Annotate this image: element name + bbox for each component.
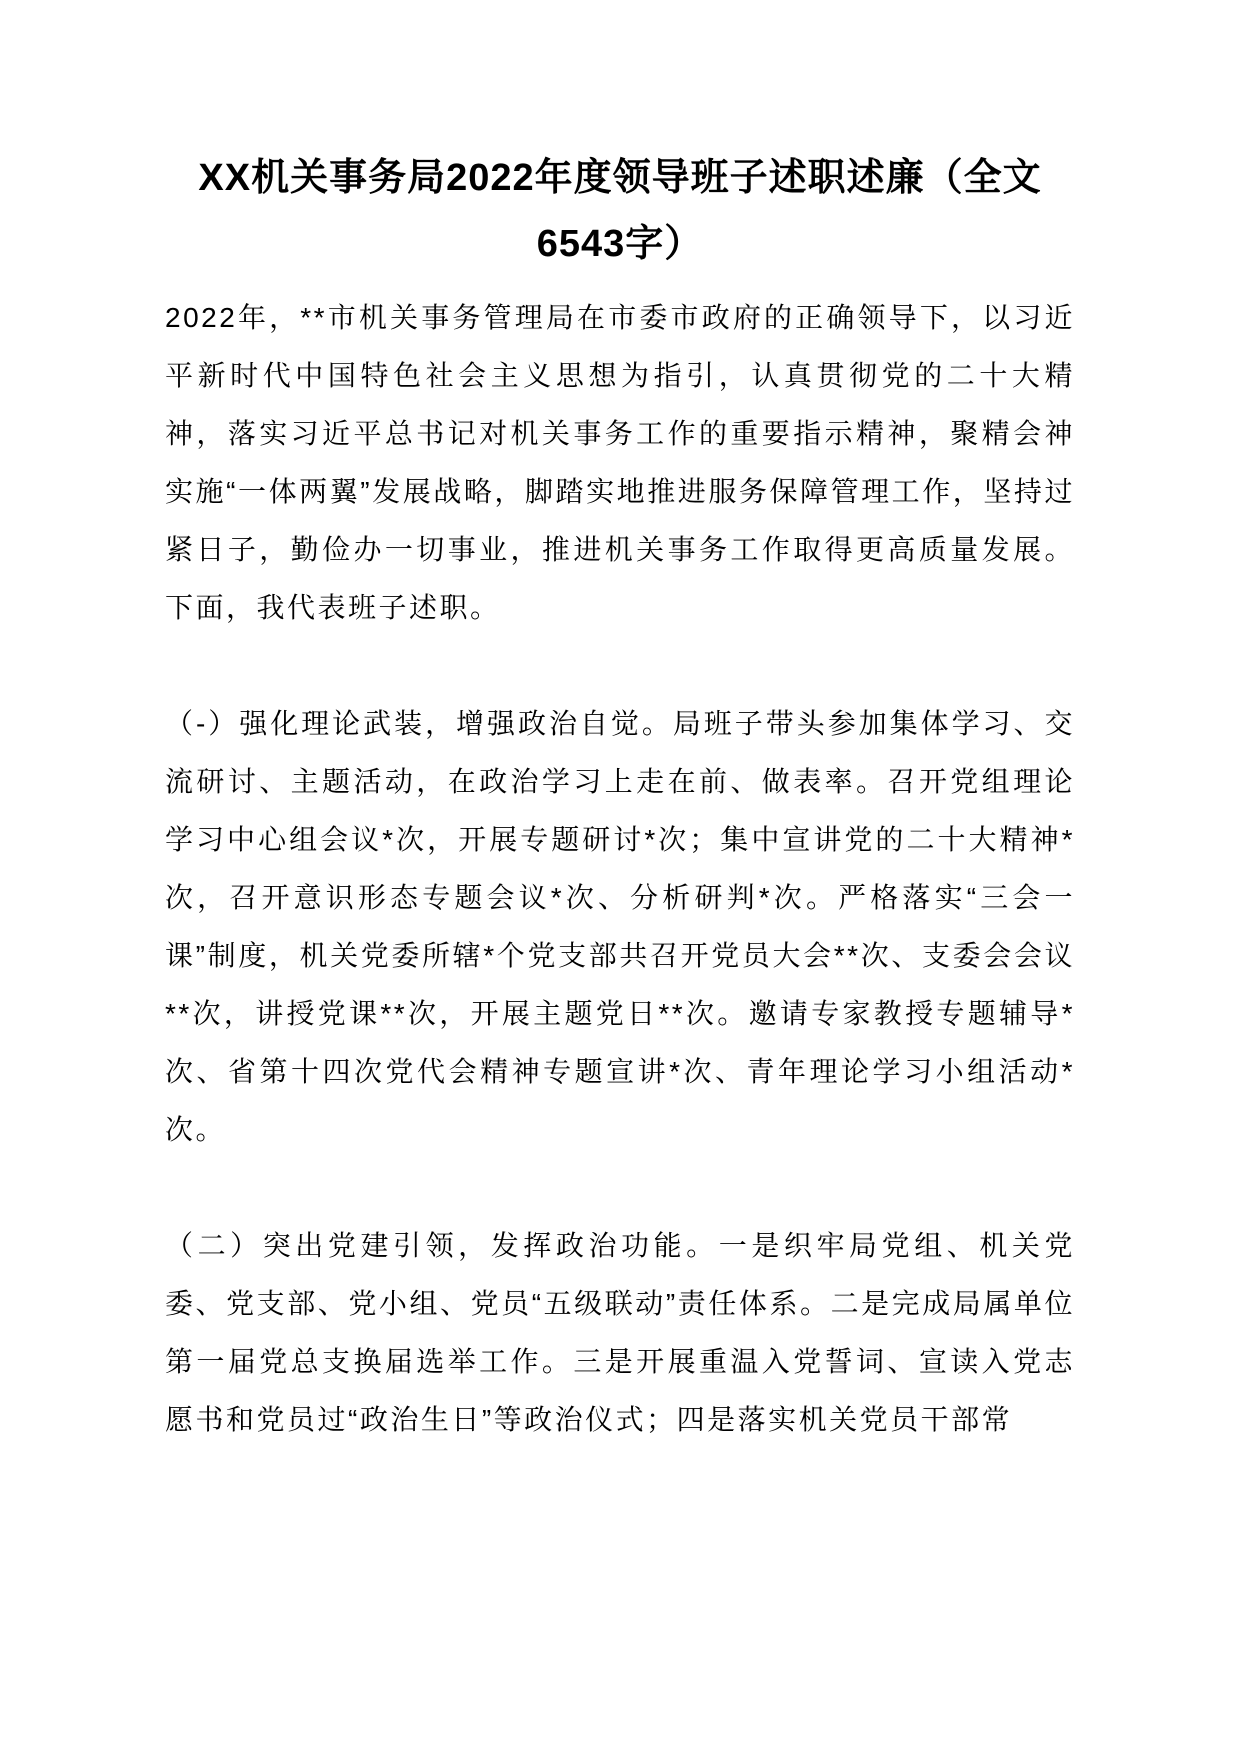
document-paragraph-section-2: （二）突出党建引领，发挥政治功能。一是织牢局党组、机关党委、党支部、党小组、党员“五级联动”责任体系。二是完成局属单位第一届党总支换届选举工作。三是开展重温入党誓词、宣读入党志愿书和党员过“政治生日”等政治仪式；四是落实机关党员干部常 bbox=[165, 1230, 1075, 1435]
document-body bbox=[165, 289, 1075, 1449]
document-paragraph-section-1: （-）强化理论武装，增强政治自觉。局班子带头参加集体学习、交流研讨、主题活动，在政治学习上走在前、做表率。召开党组理论学习中心组会议*次，开展专题研讨*次；集中宣讲党的二十大精神*次，召开意识形态专题会议*次、分析研判*次。严格落实“三会一课”制度，机关党委所辖*个党支部共召开党员大会**次、支委会会议**次，讲授党课**次，开展主题党日**次。邀请专家教授专题辅导*次、省第十四次党代会精神专题宣讲*次、青年理论学习小组活动*次。 bbox=[165, 708, 1075, 1145]
document-title: XX机关事务局2022年度领导班子述职述廉（全文6543字） bbox=[198, 157, 1042, 265]
document-paragraph-intro: 2022年，**市机关事务管理局在市委市政府的正确领导下，以习近平新时代中国特色社会主义思想为指引，认真贯彻党的二十大精神，落实习近平总书记对机关事务工作的重要指示精神，聚精会神实施“一体两翼”发展战略，脚踏实地推进服务保障管理工作，坚持过紧日子，勤俭办一切事业，推进机关事务工作取得更高质量发展。下面，我代表班子述职。 bbox=[165, 302, 1075, 623]
